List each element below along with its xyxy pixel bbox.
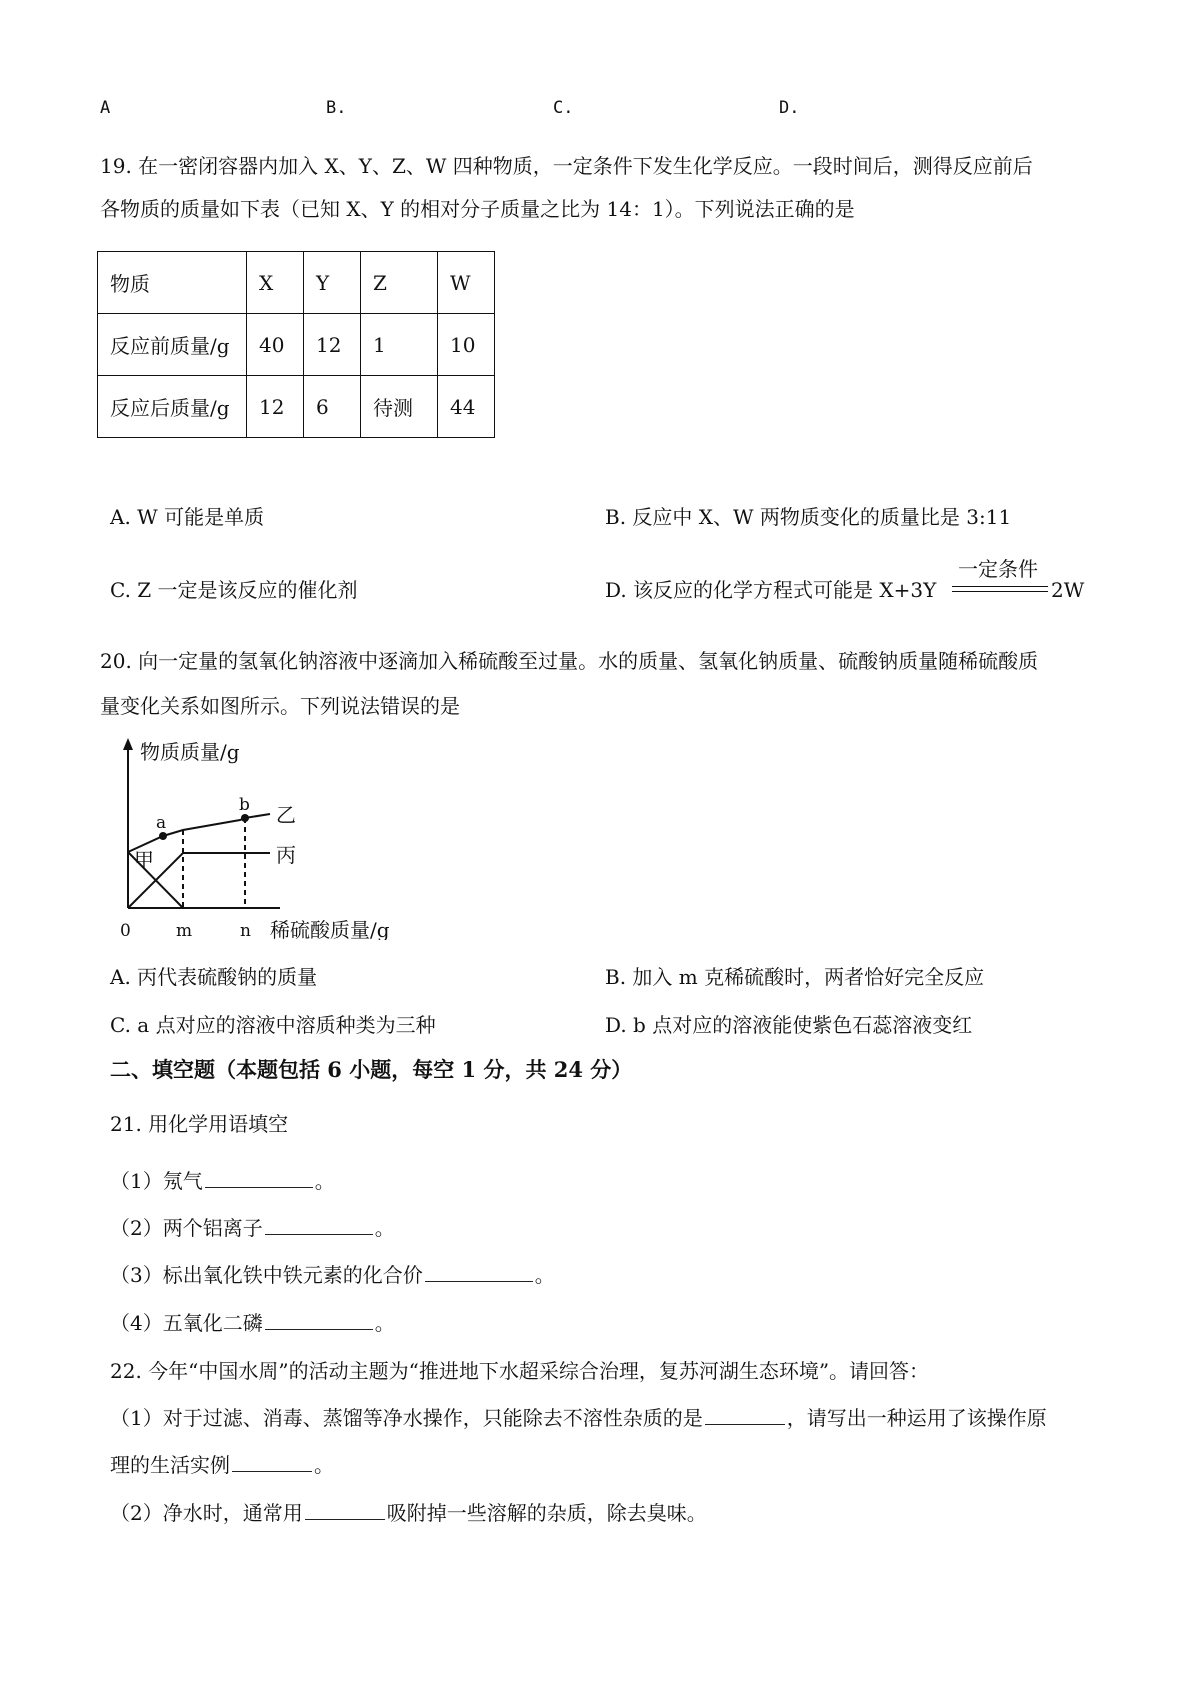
table-cell: 44 [438,376,495,438]
table-cell: Y [304,252,361,314]
point-a-label: a [156,813,167,833]
answer-blank[interactable] [305,1499,385,1520]
y-axis-label: 物质质量/g [140,740,240,764]
point-a-dot [159,832,167,840]
q20-option-d: D. b 点对应的溶液能使紫色石蕊溶液变红 [605,1013,973,1037]
curve-bing-label: 丙 [276,843,296,867]
q19-option-c: C. Z 一定是该反应的催化剂 [110,578,358,602]
q22-item-1-line2 [110,1451,334,1479]
q18-option-b: B. [326,98,347,118]
q22-item-1-line2-text: 理的生活实例 [110,1453,230,1477]
q22-item-1-line1 [110,1404,1047,1432]
q20-stem-line2: 量变化关系如图所示。下列说法错误的是 [100,694,460,718]
table-cell: 反应后质量/g [98,376,247,438]
q21-item-1-text: （1）氖气 [110,1169,203,1193]
q22-item-2-text: （2）净水时，通常用 [110,1501,303,1525]
q21-item-1-end: 。 [314,1169,335,1193]
q22-item-2-end: 吸附掉一些溶解的杂质，除去臭味。 [386,1501,707,1525]
q19-option-d [605,576,936,604]
answer-blank[interactable] [265,1309,373,1330]
point-b-dot [241,814,249,822]
q20-option-a: A. 丙代表硫酸钠的质量 [110,965,318,989]
answer-blank[interactable] [705,1404,785,1425]
q21-item-3 [110,1261,555,1289]
answer-blank[interactable] [265,1214,373,1235]
q21-item-3-end: 。 [534,1263,555,1287]
origin-label: 0 [120,921,131,940]
section2-heading: 二、填空题（本题包括 6 小题，每空 1 分，共 24 分） [110,1057,633,1082]
table-row [98,376,495,438]
q19-option-a: A. W 可能是单质 [110,505,265,529]
q22-item-1-line2-end: 。 [314,1453,334,1477]
q19-option-b: B. 反应中 X、W 两物质变化的质量比是 3:11 [605,505,1012,529]
q22-stem: 22. 今年“中国水周”的活动主题为“推进地下水超采综合治理，复苏河湖生态环境”。请回答： [110,1359,930,1383]
q21-item-2 [110,1214,395,1242]
curve-yi-label: 乙 [276,803,296,827]
table-cell: 40 [247,314,304,376]
x-axis-label: 稀硫酸质量/g [270,918,390,940]
q22-item-2 [110,1499,707,1527]
q21-item-3-text: （3）标出氧化铁中铁元素的化合价 [110,1263,423,1287]
curve-yi [128,814,270,852]
table-cell: 12 [247,376,304,438]
table-cell: W [438,252,495,314]
table-row [98,252,495,314]
q21-item-4-end: 。 [374,1311,395,1335]
q22-item-1-text-cont: ，请写出一种运用了该操作原 [786,1406,1047,1430]
q21-item-1 [110,1167,335,1195]
equation-line-bottom [952,591,1048,592]
q18-option-c: C. [553,98,574,118]
table-cell: X [247,252,304,314]
q19-mass-table [97,251,495,438]
q19-stem-line1: 19. 在一密闭容器内加入 X、Y、Z、W 四种物质，一定条件下发生化学反应。一段时间后，测得反应前后 [100,154,1033,178]
table-cell: 待测 [361,376,438,438]
table-cell: 反应前质量/g [98,314,247,376]
q19-option-d-text: D. 该反应的化学方程式可能是 X+3Y [605,578,937,602]
q21-item-2-text: （2）两个铝离子 [110,1216,263,1240]
curve-jia-label: 甲 [134,848,154,872]
tick-n: n [240,921,251,940]
y-axis-arrow-icon [123,738,133,750]
q20-stem-line1: 20. 向一定量的氢氧化钠溶液中逐滴加入稀硫酸至过量。水的质量、氢氧化钠质量、硫酸钠质量随稀硫酸质 [100,649,1039,673]
q19-equation-product: 2W [1051,578,1085,602]
table-cell: 10 [438,314,495,376]
tick-m: m [176,921,193,940]
table-cell: Z [361,252,438,314]
answer-blank[interactable] [205,1167,313,1188]
q21-item-2-end: 。 [374,1216,395,1240]
q21-item-4-text: （4）五氧化二磷 [110,1311,263,1335]
equation-line-top [952,586,1048,587]
answer-blank[interactable] [232,1451,312,1472]
q21-item-4 [110,1309,395,1337]
table-cell: 1 [361,314,438,376]
q20-graph [100,730,400,940]
q18-option-a: A [100,98,111,118]
answer-blank[interactable] [425,1261,533,1282]
q18-option-d: D. [779,98,800,118]
q19-equation-condition: 一定条件 [958,557,1038,581]
q21-stem: 21. 用化学用语填空 [110,1112,289,1136]
table-cell: 物质 [98,252,247,314]
q19-stem-line2: 各物质的质量如下表（已知 X、Y 的相对分子质量之比为 14：1）。下列说法正确的是 [100,197,855,221]
q22-item-1-text: （1）对于过滤、消毒、蒸馏等净水操作，只能除去不溶性杂质的是 [110,1406,703,1430]
point-b-label: b [239,795,250,815]
q20-option-b: B. 加入 m 克稀硫酸时，两者恰好完全反应 [605,965,985,989]
table-cell: 6 [304,376,361,438]
q20-option-c: C. a 点对应的溶液中溶质种类为三种 [110,1013,436,1037]
table-cell: 12 [304,314,361,376]
table-row [98,314,495,376]
